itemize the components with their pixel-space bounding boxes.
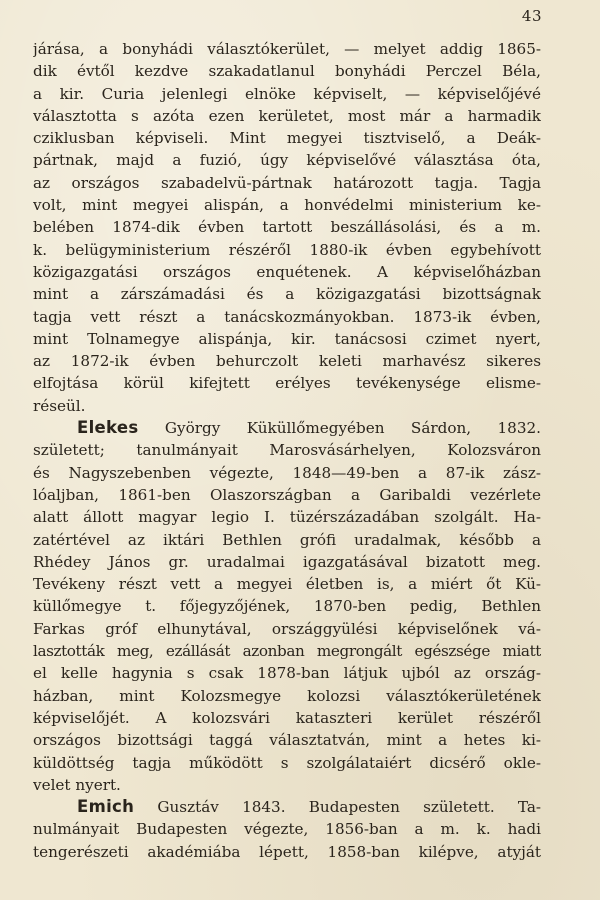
text-line: az országos szabadelvü-pártnak határozott tagja. Tagja	[33, 173, 541, 192]
entry-name-elekes: Elekes	[77, 418, 139, 438]
entry-heading-rest: Gusztáv 1843. Budapesten született. Ta-	[157, 798, 541, 817]
text-line: Tevékeny részt vett a megyei életben is, a miért őt Kü-	[33, 575, 541, 594]
text-line: tengerészeti akadémiába lépett, 1858-ban kilépve, atyját	[33, 842, 541, 861]
text-line: elfojtása körül kifejtett erélyes tevékenysége elisme-	[33, 374, 541, 393]
text-line: országos bizottsági taggá választatván, mint a hetes ki-	[33, 731, 541, 750]
text-line: házban, mint Kolozsmegye kolozsi választókerületének	[33, 686, 541, 705]
text-line: képviselőjét. A kolozsvári kataszteri kerület részéről	[33, 708, 541, 727]
text-line: a kir. Curia jelenlegi elnöke képviselt, — képviselőjévé	[33, 84, 541, 103]
text-line: pártnak, majd a fuzió, úgy képviselővé választása óta,	[33, 151, 541, 170]
text-line: és Nagyszebenben végezte, 1848—49-ben a 87-ik zász-	[33, 463, 541, 482]
entry-heading-line	[33, 796, 541, 818]
text-line: el kelle hagynia s csak 1878-ban látjuk ujból az ország-	[33, 664, 541, 683]
text-line: belében 1874-dik évben tartott beszállásolási, és a m.	[33, 218, 541, 237]
text-line: tagja vett részt a tanácskozmányokban. 1873-ik évben,	[33, 307, 541, 326]
entry-heading-line	[33, 417, 541, 439]
text-line: volt, mint megyei alispán, a honvédelmi ministerium ke-	[33, 196, 541, 215]
entry-name-emich: Emich	[77, 797, 135, 817]
text-line: cziklusban képviseli. Mint megyei tisztviselő, a Deák-	[33, 129, 541, 148]
text-line: az 1872-ik évben behurczolt keleti marhavész sikeres	[33, 352, 541, 371]
page-number: 43	[521, 7, 542, 25]
text-line: Farkas gróf elhunytával, országgyülési képviselőnek vá-	[33, 619, 541, 638]
text-line: küldöttség tagja működött s szolgálataiért dicsérő okle-	[33, 753, 541, 772]
entry-heading-rest: György Küküllőmegyében Sárdon, 1832.	[164, 419, 541, 438]
text-line: mint a zárszámadási és a közigazgatási bizottságnak	[33, 285, 541, 304]
text-line: lóaljban, 1861-ben Olaszországban a Garibaldi vezérlete	[33, 485, 541, 504]
text-line: választotta s azóta ezen kerületet, most már a harmadik	[33, 106, 541, 125]
text-line: járása, a bonyhádi választókerület, — melyet addig 1865-	[33, 40, 541, 58]
text-line: született; tanulmányait Marosvásárhelyen, Kolozsváron	[33, 441, 541, 460]
text-line: alatt állott magyar legio I. tüzérszázadában szolgált. Ha-	[33, 508, 541, 527]
text-line: k. belügyministerium részéről 1880-ik évben egybehívott	[33, 240, 541, 259]
text-line: Rhédey János gr. uradalmai igazgatásával bizatott meg.	[33, 552, 541, 571]
text-line: zatértével az iktári Bethlen grófi uradalmak, később a	[33, 530, 541, 549]
text-line: réseül.	[33, 396, 86, 415]
text-line: velet nyert.	[33, 775, 121, 794]
body-text	[33, 38, 541, 863]
text-line: dik évtől kezdve szakadatlanul bonyhádi Perczel Béla,	[33, 62, 541, 81]
text-line: küllőmegye t. főjegyzőjének, 1870-ben pedig, Bethlen	[33, 597, 541, 616]
text-line: közigazgatási országos enquétenek. A képviselőházban	[33, 262, 541, 281]
text-line: lasztották meg, ezállását azonban megrongált egészsége miatt	[33, 642, 541, 661]
text-line: nulmányait Budapesten végezte, 1856-ban a m. k. hadi	[33, 820, 541, 839]
text-line: mint Tolnamegye alispánja, kir. tanácsosi czimet nyert,	[33, 329, 541, 348]
